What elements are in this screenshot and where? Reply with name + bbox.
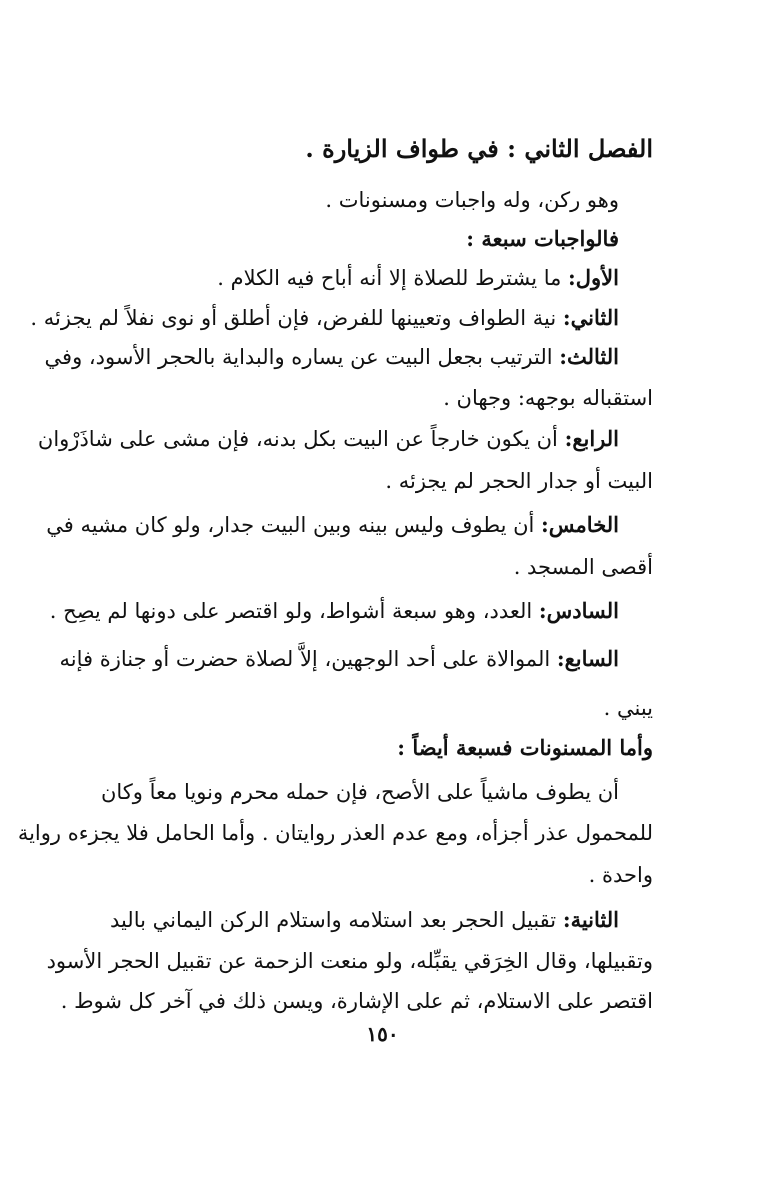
item-label: الثانية: [562, 907, 619, 932]
obligation-6 [20, 596, 619, 626]
item-text: الموالاة على أحد الوجهين، إلاَّ لصلاة حضرت أو جنازة فإنه [59, 647, 557, 671]
text-line: وهو ركن، وله واجبات ومسنونات . [325, 188, 619, 212]
item-label: الثاني: [562, 305, 619, 330]
obligation-1 [20, 263, 619, 293]
subheading-obligations: فالواجبات سبعة : [466, 226, 619, 251]
text-line: أقصى المسجد . [513, 555, 653, 579]
text-line: واحدة . [588, 863, 653, 887]
item-text: ما يشترط للصلاة إلا أنه أباح فيه الكلام . [217, 266, 569, 290]
item-text: الترتيب بجعل البيت عن يساره والبداية بالحجر الأسود، وفي [44, 345, 560, 369]
item-label: السابع: [556, 646, 619, 671]
text-line: البيت أو جدار الحجر لم يجزئه . [385, 469, 653, 493]
item-text: أن يطوف وليس بينه وبين البيت جدار، ولو كان مشيه في [46, 513, 542, 537]
text-line: وتقبيلها، وقال الخِرَقي يقبِّله، ولو منعت الزحمة عن تقبيل الحجر الأسود [46, 949, 653, 973]
text-line: للمحمول عذر أجزأه، ومع عدم العذر روايتان . وأما الحامل فلا يجزءه رواية [17, 821, 653, 845]
item-label: الخامس: [541, 512, 619, 537]
subheading-sunnahs: وأما المسنونات فسبعة أيضاً : [397, 735, 653, 760]
obligation-7 [20, 644, 619, 674]
item-text: تقبيل الحجر بعد استلامه واستلام الركن اليماني باليد [109, 908, 563, 932]
item-label: الأول: [568, 265, 619, 290]
obligation-5 [20, 510, 619, 540]
text-line: استقباله بوجهه: وجهان . [443, 386, 653, 410]
item-text: أن يكون خارجاً عن البيت بكل بدنه، فإن مشى على شاذَرْوان [37, 427, 565, 451]
sunnah-2 [20, 905, 619, 935]
item-text: نية الطواف وتعيينها للفرض، فإن أطلق أو نوى نفلاً لم يجزئه . [30, 306, 563, 330]
obligation-3 [20, 342, 619, 372]
item-text: العدد، وهو سبعة أشواط، ولو اقتصر على دونها لم يصِح . [49, 599, 539, 623]
text-line: اقتصر على الاستلام، ثم على الإشارة، ويسن ذلك في آخر كل شوط . [60, 989, 653, 1013]
text-line: يبني . [603, 696, 653, 720]
item-label: السادس: [538, 598, 619, 623]
item-label: الرابع: [564, 426, 619, 451]
page-number: ١٥٠ [366, 1022, 399, 1046]
section-heading: الفصل الثاني : في طواف الزيارة . [305, 134, 653, 163]
item-label: الثالث: [559, 344, 619, 369]
obligation-4 [20, 424, 619, 454]
text-line: أن يطوف ماشياً على الأصح، فإن حمله محرم ونويا معاً وكان [100, 780, 619, 804]
obligation-2 [20, 303, 619, 333]
